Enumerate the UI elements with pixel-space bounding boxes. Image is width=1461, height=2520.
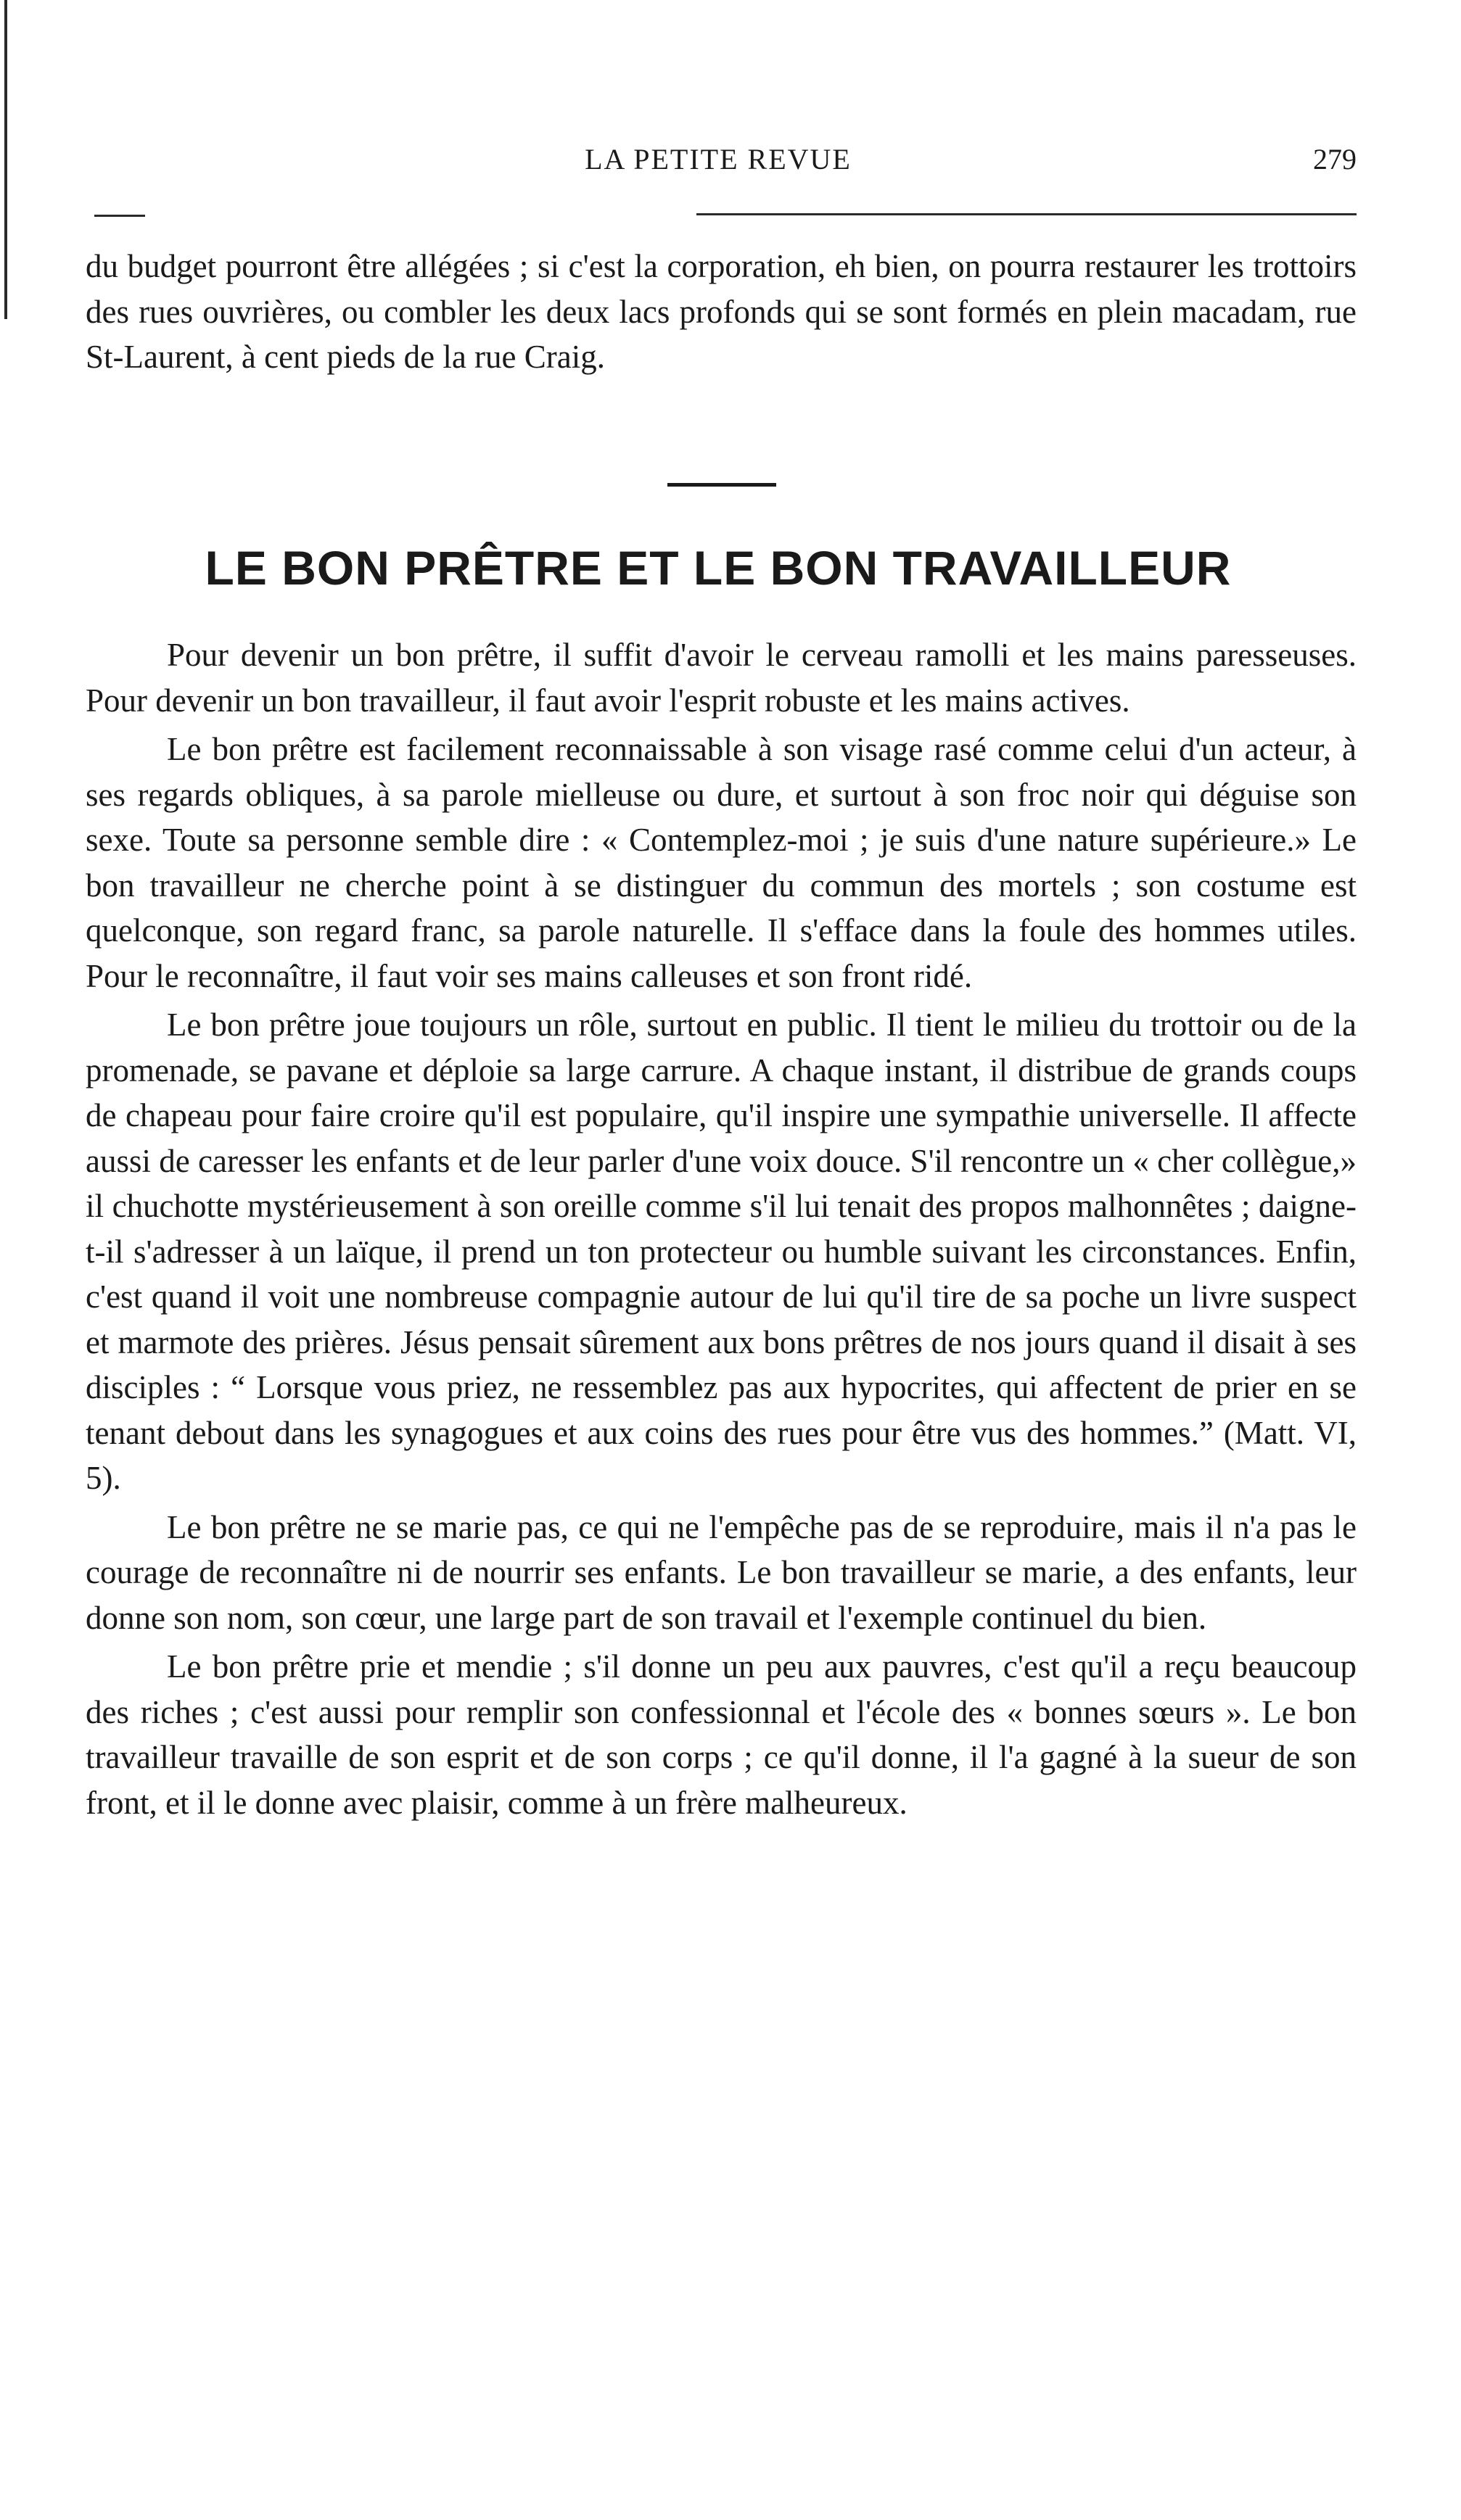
running-title: LA PETITE REVUE xyxy=(585,143,852,175)
page-edge-line xyxy=(4,0,7,319)
section-divider xyxy=(667,483,776,487)
page-header xyxy=(80,142,1357,186)
header-rule-left xyxy=(94,215,145,217)
article-paragraph: Le bon prêtre ne se marie pas, ce qui ne l'empêche pas de se reproduire, mais il n'a pas le courage de reconnaître ni de nourrir ses enfants. Le bon travailleur se marie, a des enfants, leur donne son nom, son cœur, une large part de son travail et l'exemple continuel du bien. xyxy=(86,1508,1357,1636)
page-number: 279 xyxy=(1313,143,1357,175)
article-body xyxy=(86,632,1357,1829)
header-rule-right xyxy=(696,213,1357,215)
article-paragraph: Le bon prêtre prie et mendie ; s'il donne un peu aux pauvres, c'est qu'il a reçu beaucoup des riches ; c'est aussi pour remplir son confessionnal et l'école des « bonnes sœurs ». Le bon travailleur travaille de son esprit et de son corps ; ce qu'il donne, il l'a gagné à la sueur de son front, et il le donne avec plaisir, comme à un frère malheureux. xyxy=(86,1648,1357,1821)
continuation-paragraph: du budget pourront être allégées ; si c'est la corporation, eh bien, on pourra restaurer les trottoirs des rues ouvrières, ou combler les deux lacs profonds qui se sont formés en plein macadam, rue St-Laurent, à cent pieds de la rue Craig. xyxy=(86,248,1357,375)
article-paragraph: Le bon prêtre est facilement reconnaissable à son visage rasé comme celui d'un acteur, à ses regards obliques, à sa parole mielleuse ou dure, et surtout à son froc noir qui déguise son sexe. Toute sa personne semble dire : « Contemplez-moi ; je suis d'une nature supérieure.» Le bon travailleur ne cherche point à se distinguer du commun des mortels ; son costume est quelconque, son regard franc, sa parole naturelle. Il s'efface dans la foule des hommes utiles. Pour le reconnaître, il faut voir ses mains calleuses et son front ridé. xyxy=(86,731,1357,994)
article-paragraph: Pour devenir un bon prêtre, il suffit d'avoir le cerveau ramolli et les mains paresseuses. Pour devenir un bon travailleur, il faut avoir l'esprit robuste et les mains actives. xyxy=(86,637,1357,719)
article-title: LE BON PRÊTRE ET LE BON TRAVAILLEUR xyxy=(205,541,1232,595)
article-paragraph: Le bon prêtre joue toujours un rôle, surtout en public. Il tient le milieu du trottoir ou de la promenade, se pavane et déploie sa large carrure. A chaque instant, il distribue de grands coups de chapeau pour faire croire qu'il est populaire, qu'il inspire une sympathie universelle. Il affecte aussi de caresser les enfants et de leur parler d'une voix douce. S'il rencontre un « cher collègue,» il chuchotte mystérieusement à son oreille comme s'il lui tenait des propos malhonnêtes ; daigne-t-il s'adresser à un laïque, il prend un ton protecteur ou humble suivant les circonstances. Enfin, c'est quand il voit une nombreuse compagnie autour de lui qu'il tire de sa poche un livre suspect et marmote des prières. Jésus pensait sûrement aux bons prêtres de nos jours quand il disait à ses disciples : “ Lorsque vous priez, ne ressemblez pas aux hypocrites, qui affectent de prier en se tenant debout dans les synagogues et aux coins des rues pour être vus des hommes.” (Matt. VI, 5). xyxy=(86,1007,1357,1496)
